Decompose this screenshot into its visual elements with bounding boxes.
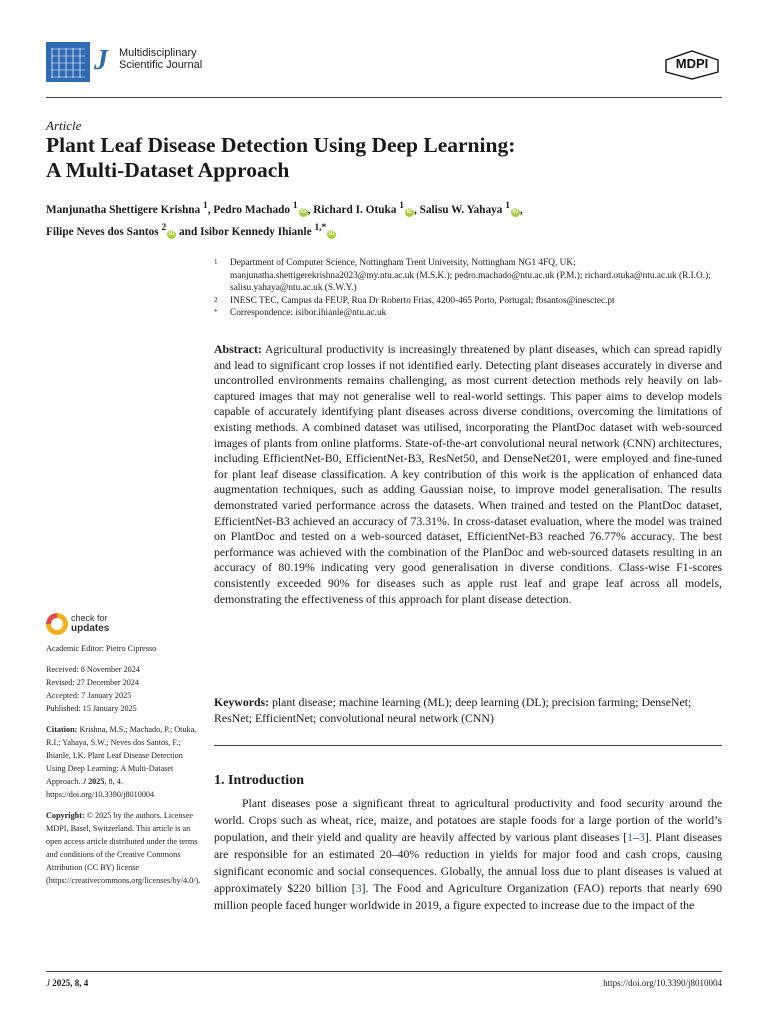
footer-divider bbox=[46, 971, 722, 972]
author-list: Manjunatha Shettigere Krishna $^1$, Pedro Machado $^1$iD , Richard I. Otuka $^1$iD , Salisu W. Yahaya $^1$iD , Filipe Neves dos Santos $^2$iD and Isibor Kennedy Ihianle $^{1,*}$iD bbox=[46, 201, 523, 239]
section-divider bbox=[214, 745, 722, 746]
article-info-sidebar bbox=[46, 642, 201, 887]
author-name[interactable]: Manjunatha Shettigere Krishna bbox=[46, 203, 201, 216]
mdpi-logo: MDPI bbox=[664, 50, 720, 80]
author-name[interactable]: Isibor Kennedy Ihianle bbox=[200, 226, 312, 239]
check-updates-icon bbox=[46, 613, 68, 635]
affiliation-item: 1 Department of Computer Science, Nottingham Trent University, Nottingham NG1 4FQ, UK; manjunatha.shettigerekrishna2023@my.ntu.ac.uk (M.S.K.); pedro.machado@ntu.ac.uk (P.M.); richard.otuka@ntu.ac.uk (R.I.O.); salisu.yahaya@ntu.ac.uk (S.W.Y.) bbox=[214, 258, 711, 294]
orcid-icon[interactable]: iD bbox=[512, 208, 519, 215]
author-affiliation-mark: 1 bbox=[292, 201, 298, 211]
section-heading: 1. Introduction bbox=[214, 773, 304, 788]
author-name[interactable]: Salisu W. Yahaya bbox=[419, 203, 503, 216]
affiliation-item: 2 INESC TEC, Campus da FEUP, Rua Dr Roberto Frias, 4200-465 Porto, Portugal; fbsantos@inesctec.pt bbox=[214, 295, 615, 306]
citation-link[interactable]: 3 bbox=[638, 830, 645, 844]
orcid-icon[interactable]: iD bbox=[328, 231, 335, 238]
abstract-label: Abstract: bbox=[214, 342, 262, 356]
footer-doi-link[interactable]: https://doi.org/10.3390/j8010004 bbox=[603, 978, 722, 988]
author-affiliation-mark: 1,* bbox=[314, 223, 327, 234]
orcid-icon[interactable]: iD bbox=[406, 208, 413, 215]
author-name[interactable]: Filipe Neves dos Santos bbox=[46, 226, 159, 239]
author-affiliation-mark: 2 bbox=[161, 223, 167, 234]
abstract-text: Agricultural productivity is increasingly threatened by plant diseases, which can spread rapidly and lead to significant crop losses if not identified early. Detecting plant diseases accurately in diverse and uncontrolled environments remains challenging, as most current detection methods rely heavily on lab-captured images that may not generalise well to real-world settings. This paper aims to develop models capable of accurately identifying plant diseases across diverse conditions, overcoming the limitations of existing methods. A combined dataset was utilised, incorporating the PlantDoc dataset with web-sourced images of plants from online platforms. State-of-the-art convolutional neural network (CNN) architectures, including EfficientNet-B0, EfficientNet-B3, ResNet50, and DenseNet201, were employed and fine-tuned for plant leaf disease classification. A key contribution of this work is the application of enhanced data augmentation techniques, such as adding Gaussian noise, to improve model generalisation. The results demonstrated varied performance across the datasets. When trained and tested on the PlantDoc dataset, EfficientNet-B3 achieved an accuracy of 73.31%. In cross-dataset evaluation, where the model was trained on PlantDoc and tested on a web-sourced dataset, EfficientNet-B3 reached 76.77% accuracy. The best performance was achieved with the combination of the PlanDoc and web-sourced datasets resulting in an accuracy of 80.19% indicating very good generalisation in diverse conditions. Class-wise F1-scores consistently exceeded 90% for diseases such as apple rust leaf and grape leaf across all models, demonstrating the effectiveness of this approach for plant disease detection. bbox=[214, 342, 722, 606]
journal-letter: J bbox=[94, 45, 108, 76]
author-name[interactable]: Richard I. Otuka bbox=[313, 203, 397, 216]
check-for-updates-badge[interactable]: check for updates bbox=[46, 611, 146, 637]
copyright-block: Copyright: © 2025 by the authors. Licensee MDPI, Basel, Switzerland. This article is an open access article distributed under the terms and conditions of the Creative Commons Attribution (CC BY) license (https://creativecommons.org/licenses/by/4.0/). bbox=[46, 811, 201, 885]
author-affiliation-mark: 1 bbox=[203, 201, 208, 211]
keywords bbox=[214, 695, 722, 726]
intro-paragraph: Plant diseases pose a significant threat to agricultural productivity and food security around the world. Crops such as wheat, rice, maize, and potatoes are staple foods for a large portion of the world’s population, and their yield and quality are heavily affected by various plant diseases [1–3]. Plant diseases are responsible for an estimated 20–40% reduction in yields for major food and cash crops, causing significant economic and social consequences. Globally, the annual loss due to plant diseases is valued at approximately $220 billion [3]. The Food and Agriculture Organization (FAO) reports that nearly 690 million people faced hunger worldwide in 2019, a figure expected to increase due to the impact of the bbox=[214, 796, 722, 912]
citation-block: Citation: Krishna, M.S.; Machado, P.; Otuka, R.I.; Yahaya, S.W.; Neves dos Santos, F.; Ihianle, I.K. Plant Leaf Disease Detection Using Deep Learning: A Multi-Dataset Approach. J 2025, 8, 4. https://doi.org/10.3390/j8010004 bbox=[46, 725, 197, 799]
orcid-icon[interactable]: iD bbox=[300, 208, 307, 215]
journal-name: Multidisciplinary Scientific Journal bbox=[119, 47, 203, 71]
affiliations bbox=[214, 257, 722, 320]
article-type: Article bbox=[46, 118, 82, 133]
author-name[interactable]: Pedro Machado bbox=[213, 203, 291, 216]
page-title: Plant Leaf Disease Detection Using Deep Learning: A Multi-Dataset Approach bbox=[46, 133, 516, 182]
keywords-label: Keywords: bbox=[214, 695, 270, 709]
accepted-date: Accepted: 7 January 2025 bbox=[46, 691, 132, 700]
affiliation-item: * Correspondence: isibor.ihianle@ntu.ac.uk bbox=[214, 308, 387, 319]
published-date: Published: 15 January 2025 bbox=[46, 704, 137, 713]
academic-editor: Academic Editor: Pietro Cipresso bbox=[46, 644, 157, 653]
keywords-text: plant disease; machine learning (ML); deep learning (DL); precision farming; DenseNet; ResNet; EfficientNet; convolutional neural network (CNN) bbox=[214, 695, 692, 725]
author-affiliation-mark: 1 bbox=[399, 201, 404, 211]
footer-citation: J 2025, 8, 4 bbox=[46, 978, 89, 988]
citation-link[interactable]: 3 bbox=[355, 881, 362, 895]
abstract bbox=[214, 342, 722, 607]
citation-link[interactable]: 1 bbox=[627, 830, 633, 844]
journal-logo bbox=[46, 42, 90, 82]
received-date: Received: 8 November 2024 bbox=[46, 665, 140, 674]
author-affiliation-mark: 1 bbox=[505, 201, 510, 211]
orcid-icon[interactable]: iD bbox=[168, 231, 175, 238]
header-divider bbox=[46, 97, 722, 98]
revised-date: Revised: 27 December 2024 bbox=[46, 678, 139, 687]
